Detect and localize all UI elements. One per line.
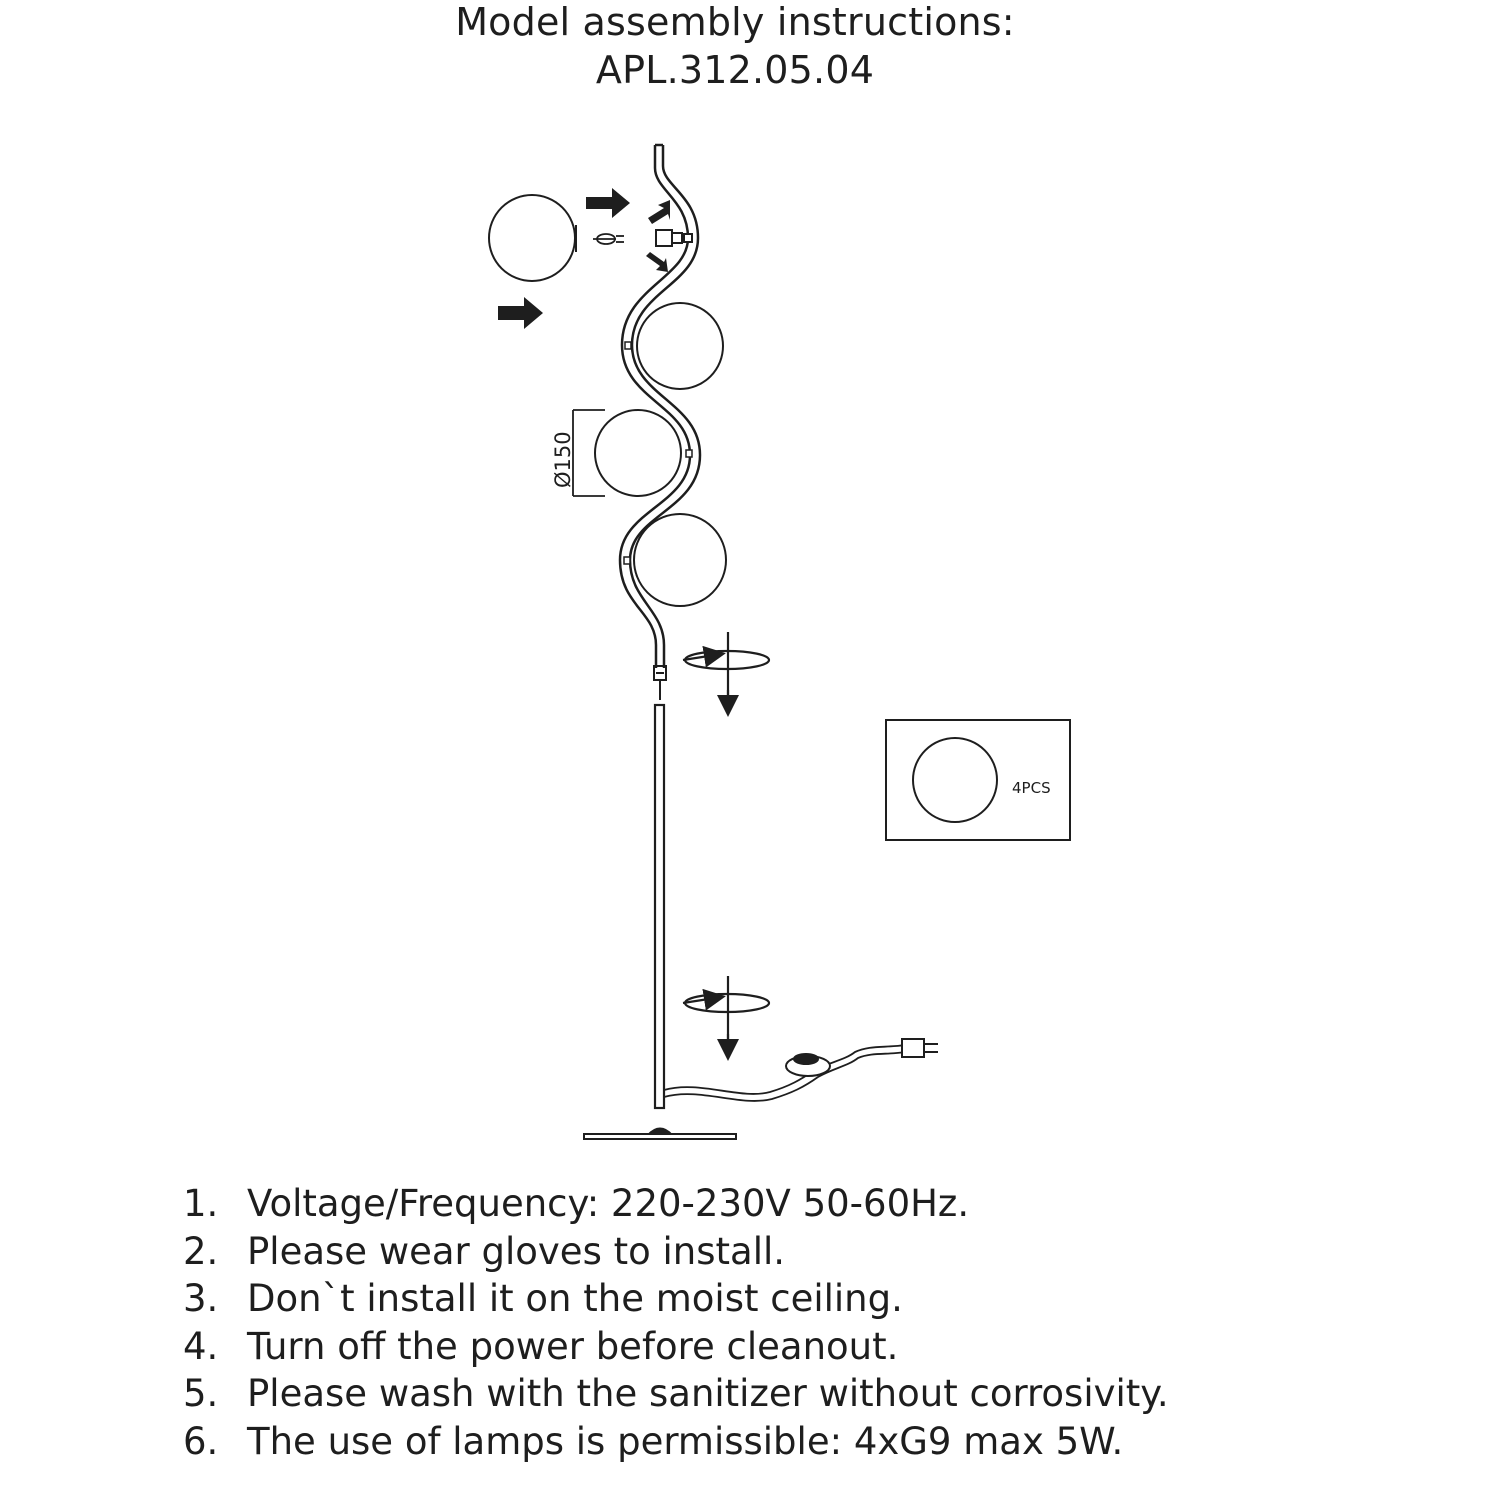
socket-3: [686, 450, 692, 457]
arrow-right-icon: [498, 297, 543, 329]
item-text: Turn off the power before cleanout.: [247, 1324, 899, 1368]
item-number: 5.: [183, 1372, 219, 1415]
pole: [655, 705, 664, 1108]
item-text: Please wear gloves to install.: [247, 1229, 786, 1273]
arrow-diagonal-icon: [646, 252, 668, 272]
globe-shade-3: [595, 410, 681, 496]
item-number: 6.: [183, 1419, 219, 1463]
twist-lock-icon: [683, 976, 769, 1050]
item-number: 3.: [183, 1277, 219, 1320]
globe-shade-4: [634, 514, 726, 606]
item-number: 1.: [183, 1182, 219, 1225]
power-cord: [664, 1045, 905, 1101]
globe-shade-1: [489, 195, 575, 281]
item-number: 4.: [183, 1324, 219, 1368]
item-text: The use of lamps is permissible: 4xG9 max 5W.: [247, 1419, 1124, 1463]
item-text: Don`t install it on the moist ceiling.: [247, 1277, 903, 1320]
parts-quantity-label: 4PCS: [1012, 779, 1051, 797]
page-title: Model assembly instructions:: [455, 0, 1015, 44]
diameter-label: Ø150: [551, 431, 575, 488]
item-text: Voltage/Frequency: 220-230V 50-60Hz.: [247, 1182, 970, 1225]
upper-connector: [654, 666, 666, 700]
instructions-list: [183, 1180, 1169, 1465]
list-item: [183, 1418, 1169, 1466]
item-number: 2.: [183, 1229, 219, 1273]
list-item: [183, 1275, 1169, 1323]
list-item: [183, 1370, 1169, 1418]
arrow-right-icon: [586, 188, 630, 218]
base-plate: [584, 1129, 736, 1140]
parts-box-globe: [913, 738, 997, 822]
foot-switch-icon: [786, 1054, 830, 1076]
list-item: [183, 1228, 1169, 1276]
plug-icon: [902, 1039, 938, 1057]
twist-lock-icon: [683, 632, 769, 706]
globe-shade-2: [637, 303, 723, 389]
item-text: Please wash with the sanitizer without corrosivity.: [247, 1372, 1169, 1415]
list-item: [183, 1323, 1169, 1371]
diameter-bracket: [573, 410, 605, 496]
model-number: APL.312.05.04: [595, 48, 875, 92]
g9-bulb-icon: [593, 234, 624, 244]
wavy-frame: [620, 145, 700, 668]
arrow-diagonal-icon: [648, 200, 670, 224]
socket-4: [624, 557, 630, 564]
socket-2: [625, 342, 631, 349]
list-item: [183, 1180, 1169, 1228]
